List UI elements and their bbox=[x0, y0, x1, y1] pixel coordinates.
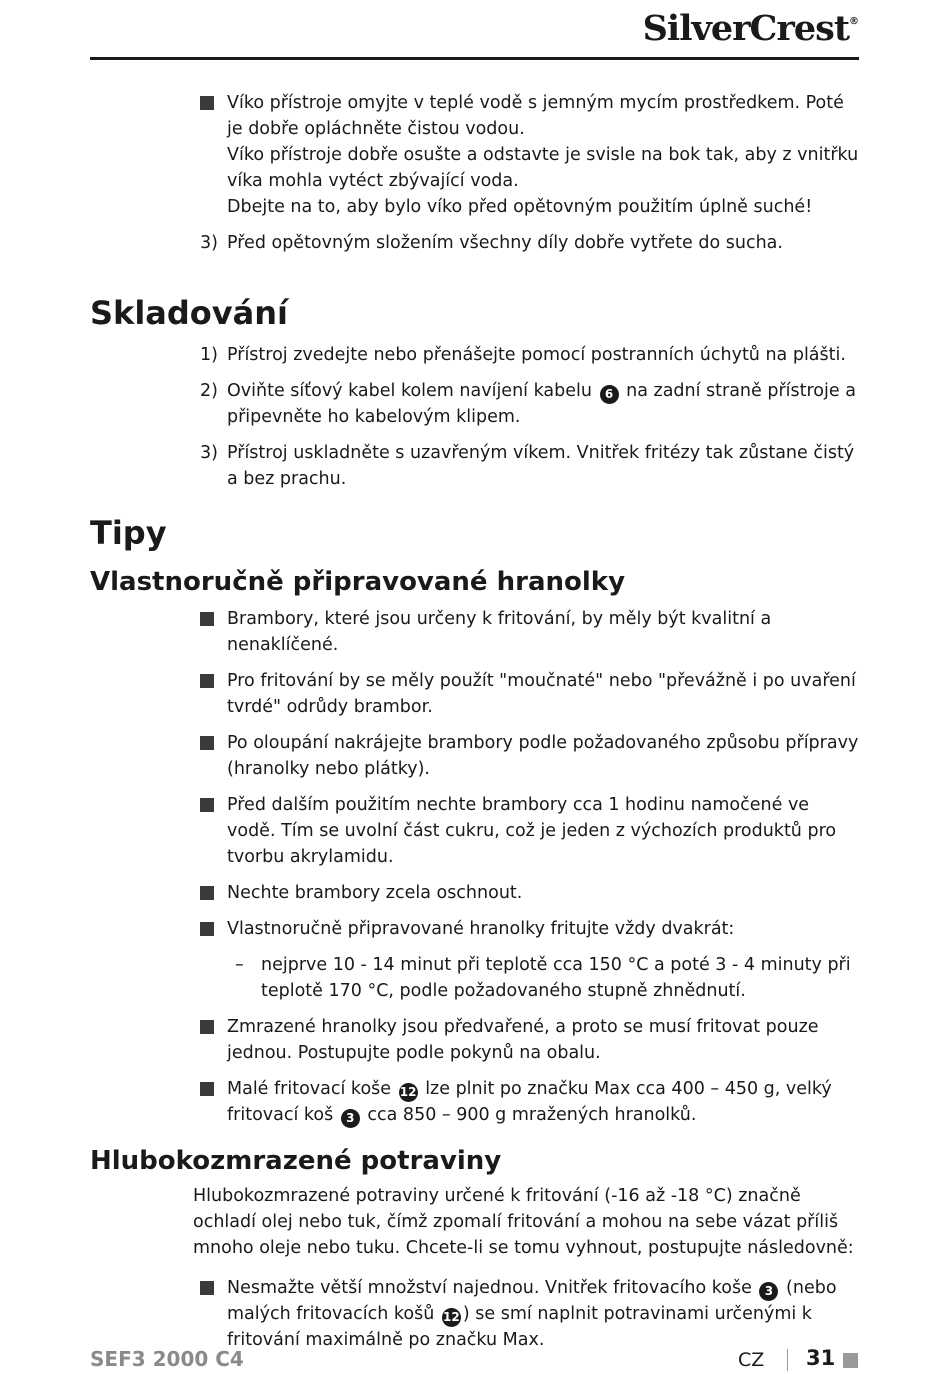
bullet-square bbox=[200, 1014, 214, 1042]
fries-item: Po oloupání nakrájejte brambory podle požadovaného způsobu přípravy (hranolky nebo plátky). bbox=[90, 730, 860, 782]
bullet-square bbox=[200, 730, 214, 758]
reference-number-badge: 12 bbox=[442, 1308, 461, 1327]
bullet-square bbox=[200, 916, 214, 944]
fries-heading: Vlastnoručně připravované hranolky bbox=[90, 566, 626, 597]
cleaning-step-3: 3) Před opětovným složením všechny díly dobře vytřete do sucha. bbox=[200, 233, 783, 253]
cleaning-lid-item: Víko přístroje omyjte v teplé vodě s jemným mycím prostředkem. Poté je dobře opláchněte čistou vodou. Víko přístroje dobře osušte a odstavte je svisle na bok tak, aby z vnitřku víka mohla vytéct zbývající voda. Dbejte na to, aby bylo víko před opětovným použitím úplně suché! bbox=[90, 90, 860, 220]
storage-step-3: 3) Přístroj uskladněte s uzavřeným víkem. Vnitřek fritézy tak zůstane čistý a bez prachu. bbox=[200, 443, 855, 490]
page-content bbox=[90, 90, 860, 1363]
fries-item: Vlastnoručně připravované hranolky fritujte vždy dvakrát: bbox=[90, 916, 860, 942]
footer-square-icon bbox=[843, 1353, 858, 1368]
bullet-square bbox=[200, 1076, 214, 1104]
brand-logo: SilverCrest® bbox=[642, 8, 858, 49]
page-number: 31 bbox=[806, 1346, 836, 1370]
footer-model: SEF3 2000 C4 bbox=[90, 1347, 244, 1371]
frozen-item: Nesmažte větší množství najednou. Vnitřek fritovacího koše 3 (nebo malých fritovacích košů 12 ) se smí naplnit potravinami určenými k fritování maximálně po značku Max. bbox=[90, 1275, 860, 1353]
bullet-square bbox=[200, 1275, 214, 1303]
bullet-square bbox=[200, 880, 214, 908]
frozen-heading: Hlubokozmrazené potraviny bbox=[90, 1145, 502, 1176]
fries-item: Před dalším použitím nechte brambory cca 1 hodinu namočené ve vodě. Tím se uvolní část cukru, což je jeden z výchozích produktů pro tvorbu akrylamidu. bbox=[90, 792, 860, 870]
fries-item: Malé fritovací koše 12 lze plnit po značku Max cca 400 – 450 g, velký fritovací koš 3 cca 850 – 900 g mražených hranolků. bbox=[90, 1076, 860, 1128]
footer-divider bbox=[787, 1349, 788, 1371]
bullet-square bbox=[200, 606, 214, 634]
bullet-square bbox=[200, 668, 214, 696]
fries-item: Nechte brambory zcela oschnout. bbox=[90, 880, 860, 906]
dash-bullet: – bbox=[235, 954, 244, 975]
frozen-intro: Hlubokozmrazené potraviny určené k fritování (-16 až -18 °C) značně ochladí olej nebo tuk, čímž zpomalí fritování a mohou na sebe vázat příliš mnoho oleje nebo tuku. Chcete-li se tomu vyhnout, postupujte následovně: bbox=[193, 1186, 854, 1259]
storage-heading: Skladování bbox=[90, 294, 288, 332]
header-rule bbox=[90, 57, 859, 60]
reference-number-badge: 12 bbox=[399, 1083, 418, 1102]
reference-number-badge: 3 bbox=[759, 1282, 778, 1301]
fries-item: Pro fritování by se měly použít "moučnaté" nebo "převážně i po uvaření tvrdé" odrůdy brambor. bbox=[90, 668, 860, 720]
bullet-square bbox=[200, 792, 214, 820]
reference-number-badge: 3 bbox=[341, 1109, 360, 1128]
reference-number-badge: 6 bbox=[600, 385, 619, 404]
storage-step-1: 1) Přístroj zvedejte nebo přenášejte pomocí postranních úchytů na plášti. bbox=[200, 345, 846, 366]
footer-language: CZ bbox=[738, 1349, 765, 1371]
fries-subitem: – nejprve 10 - 14 minut při teplotě cca 150 °C a poté 3 - 4 minuty při teplotě 170 °C, podle požadovaného stupně zhnědnutí. bbox=[90, 952, 860, 1004]
storage-step-2: 2) Oviňte síťový kabel kolem navíjení kabelu 6 na zadní straně přístroje a připevněte ho kabelovým klipem. bbox=[200, 381, 856, 428]
fries-item: Zmrazené hranolky jsou předvařené, a proto se musí fritovat pouze jednou. Postupujte podle pokynů na obalu. bbox=[90, 1014, 860, 1066]
bullet-square bbox=[200, 90, 214, 118]
fries-item: Brambory, které jsou určeny k fritování, by měly být kvalitní a nenaklíčené. bbox=[90, 606, 860, 658]
tips-heading: Tipy bbox=[90, 514, 167, 553]
